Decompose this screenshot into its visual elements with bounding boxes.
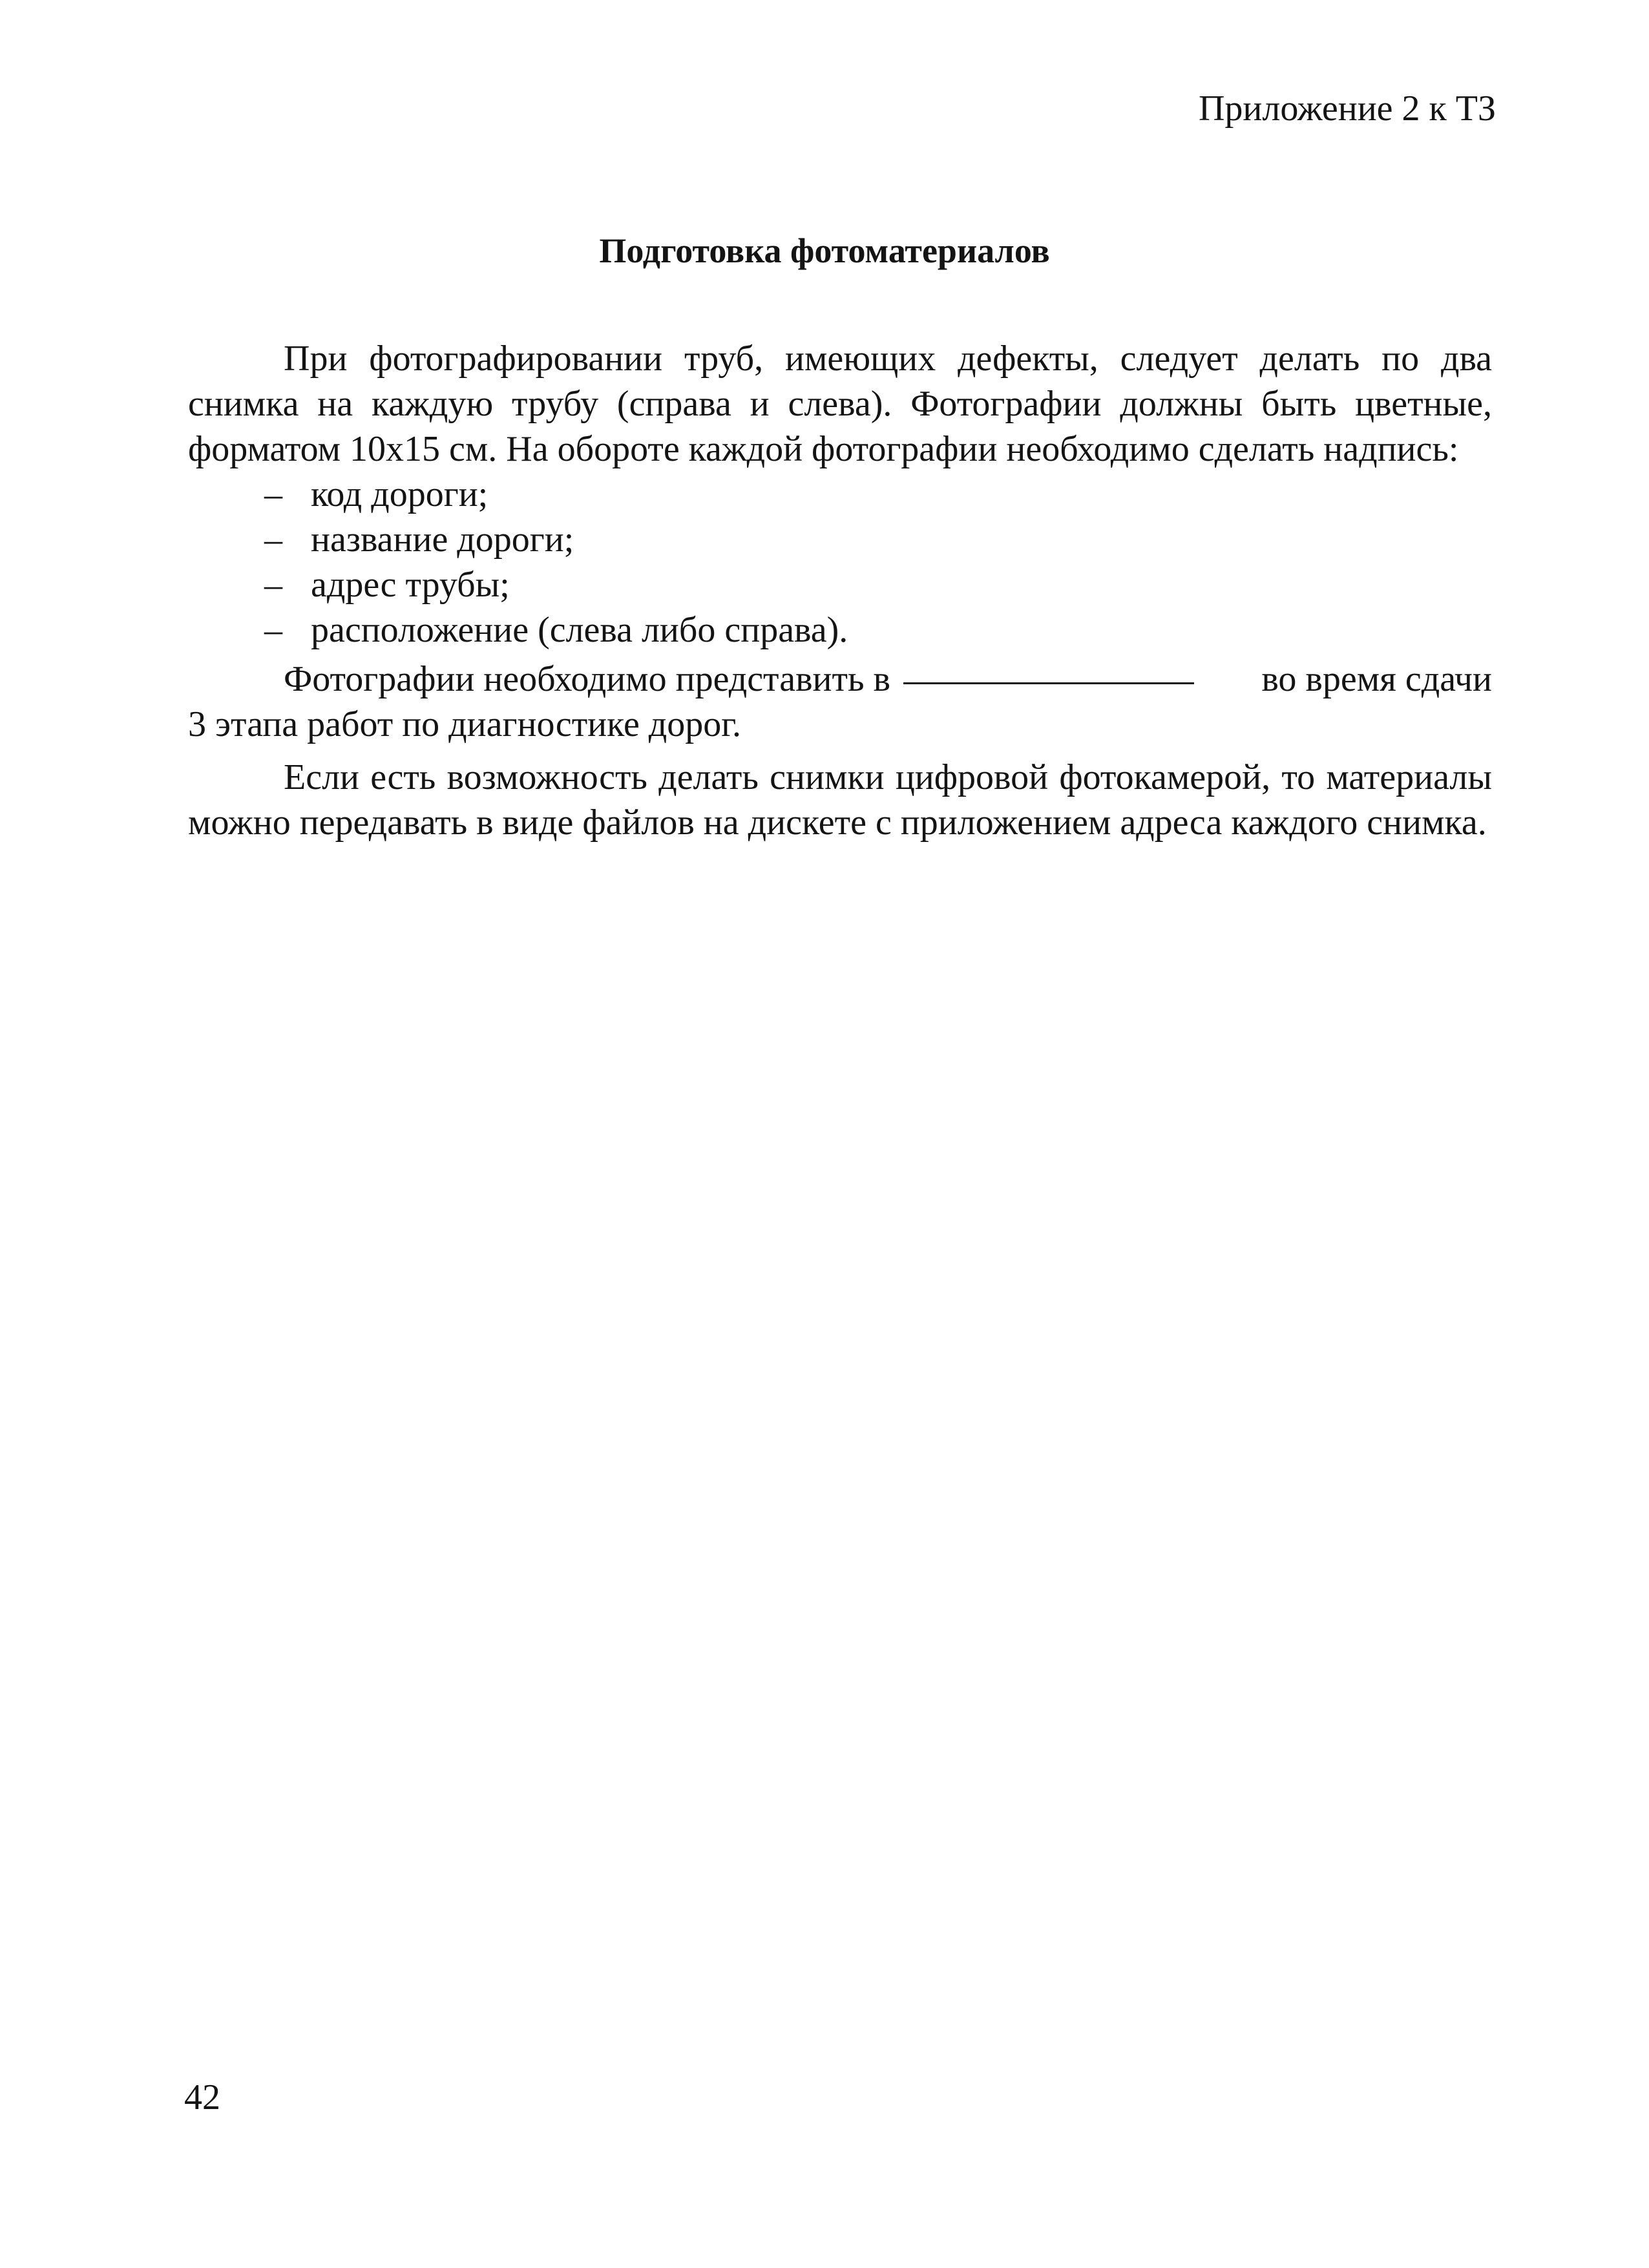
- submission-text-after-blank: во время сдачи: [1261, 659, 1492, 699]
- list-dash: –: [264, 565, 282, 605]
- page-title: Подготовка фотоматериалов: [599, 231, 1050, 270]
- submission-first-line: [188, 653, 1492, 702]
- list-dash: –: [264, 610, 282, 650]
- submission-paragraph: [188, 653, 1492, 747]
- intro-paragraph: При фотографировании труб, имеющих дефекты, следует делать по два снимка на каждую трубу (справа и слева). Фотографии должны быть цветные, форматом 10х15 см. На обороте каждой фотографии необходимо сделать надпись:: [188, 339, 1492, 469]
- list-dash: –: [264, 520, 282, 560]
- list-item-text: название дороги;: [311, 520, 574, 560]
- fill-in-blank: [903, 646, 1194, 684]
- submission-text-before-blank: Фотографии необходимо представить в: [284, 659, 890, 699]
- submission-continuation: 3 этапа работ по диагностике дорог.: [188, 704, 741, 744]
- requirements-list: [188, 472, 1492, 653]
- list-dash: –: [264, 474, 282, 514]
- list-item: [188, 517, 1492, 562]
- list-item-text: код дороги;: [311, 474, 488, 514]
- list-item: [188, 472, 1492, 517]
- body-text: [188, 336, 1492, 845]
- list-item: [188, 607, 1492, 653]
- list-item-text: адрес трубы;: [311, 565, 510, 605]
- list-item: [188, 562, 1492, 607]
- list-item-text: расположение (слева либо справа).: [311, 610, 848, 650]
- digital-paragraph: Если есть возможность делать снимки цифровой фотокамерой, то материалы можно передавать в виде файлов на дискете с приложением адреса каждого снимка.: [188, 757, 1492, 843]
- page-number: 42: [184, 2077, 220, 2117]
- appendix-label: Приложение 2 к ТЗ: [1198, 89, 1496, 129]
